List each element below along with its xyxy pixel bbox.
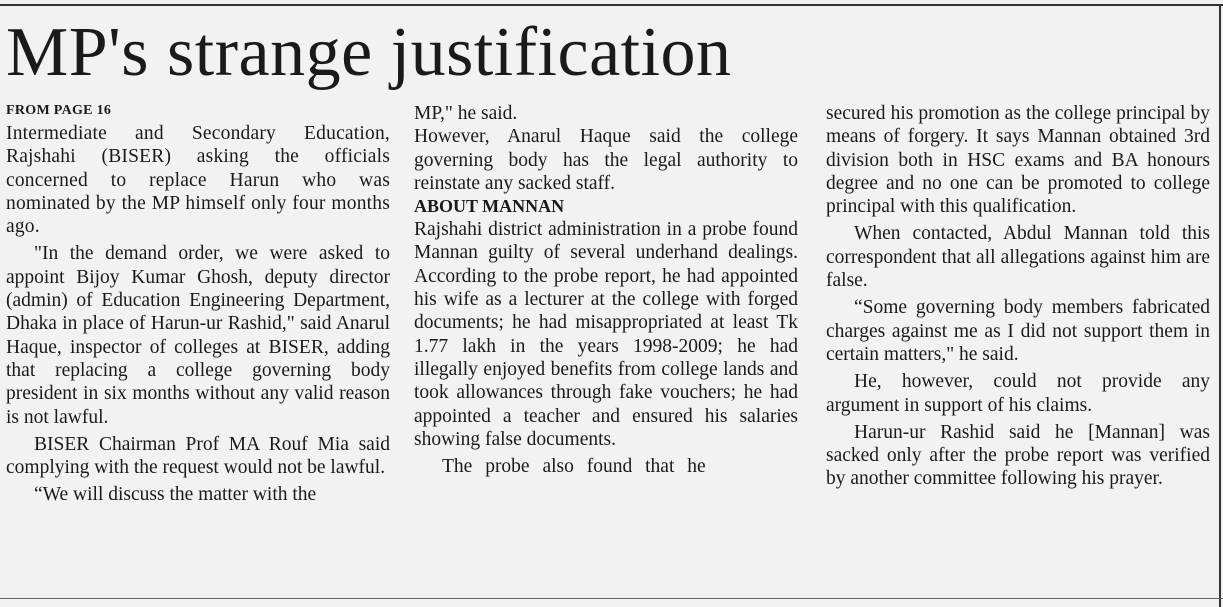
paragraph: However, Anarul Haque said the college governing body has the legal authority to reinstate any sacked staff. — [414, 126, 798, 194]
top-rule — [0, 4, 1223, 6]
headline: MP's strange justification — [6, 14, 732, 91]
paragraph: Harun-ur Rashid said he [Mannan] was sacked only after the probe report was verified by another committee following his prayer. — [826, 421, 1210, 490]
bottom-rule — [0, 598, 1223, 599]
paragraph: “Some governing body members fabricated charges against me as I did not support them in certain matters," he said. — [826, 297, 1210, 365]
article-column-3 — [826, 102, 1210, 491]
article-column-2 — [414, 102, 798, 478]
paragraph: BISER Chairman Prof MA Rouf Mia said complying with the request would not be lawful. — [6, 433, 390, 479]
paragraph: Intermediate and Secondary Education, Rajshahi (BISER) asking the officials concerned to replace Harun who was nominated by the MP himself only four months ago. — [6, 123, 390, 238]
paragraph: secured his promotion as the college principal by means of forgery. It says Mannan obtained 3rd division both in HSC exams and BA honours degree and no one can be promoted to college principal with this qualification. — [826, 103, 1210, 218]
paragraph: “We will discuss the matter with the — [34, 484, 317, 506]
paragraph: Rajshahi district administration in a probe found Mannan guilty of several underhand dealings. According to the probe report, he had appointed his wife as a lecturer at the college with forged documents; he had misappropriated at least Tk 1.77 lakh in the years 1998-2009; he had illegally enjoyed benefits from college lands and took allowances through fake vouchers; he had appointed a teacher and ensured his salaries showing false documents. — [414, 219, 798, 450]
article-column-1 — [6, 102, 390, 507]
paragraph: "In the demand order, we were asked to appoint Bijoy Kumar Ghosh, deputy director (admin) of Education Engineering Department, Dhaka in place of Harun-ur Rashid," said Anarul Haque, inspector of colleges at BISER, adding that replacing a college governing body president in six months without any valid reason is not lawful. — [6, 243, 390, 428]
paragraph: When contacted, Abdul Mannan told this correspondent that all allegations against him are false. — [826, 223, 1210, 292]
paragraph: The probe also found that he — [442, 456, 706, 478]
paragraph: He, however, could not provide any argument in support of his claims. — [826, 371, 1210, 416]
continued-from-label: FROM PAGE 16 — [6, 103, 112, 118]
paragraph: MP," he said. — [414, 103, 518, 124]
subheading: ABOUT MANNAN — [414, 196, 565, 217]
right-rule — [1219, 4, 1221, 607]
